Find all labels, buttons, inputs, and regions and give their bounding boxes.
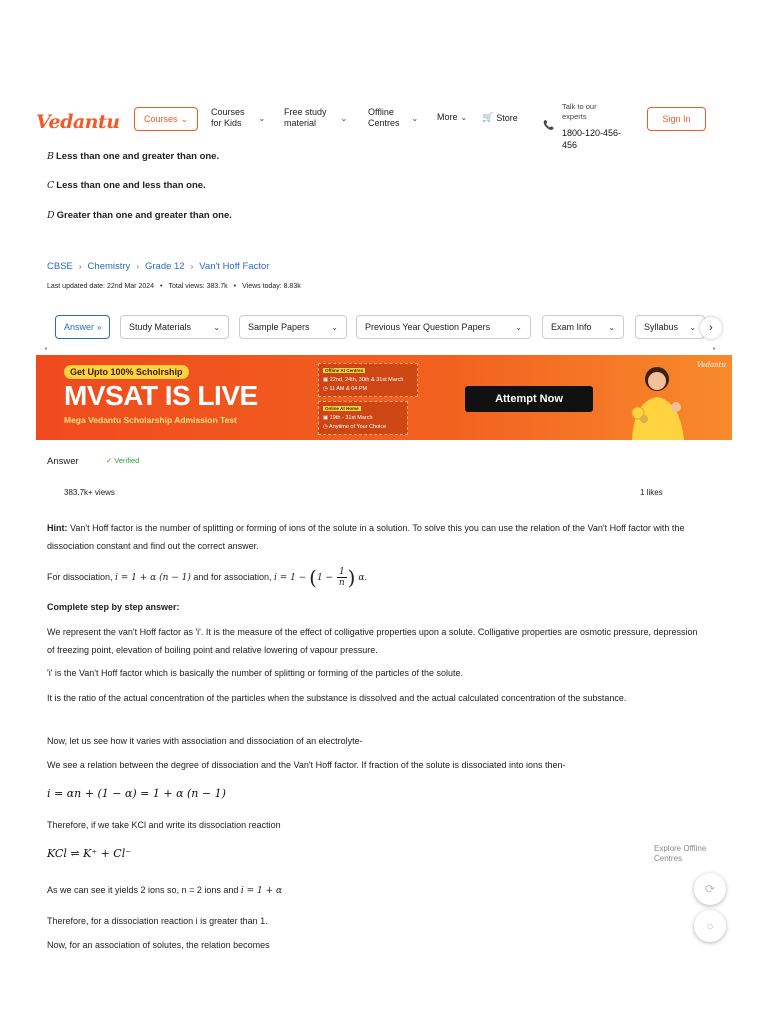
offline-schedule xyxy=(318,363,418,397)
option-c[interactable] xyxy=(47,180,206,191)
views-today: Views today: 8.83k xyxy=(242,283,301,290)
tab-previous-year-papers[interactable] xyxy=(356,315,531,339)
nav-more[interactable] xyxy=(437,112,467,123)
option-letter: B xyxy=(47,151,54,162)
banner-title: MVSAT IS LIVE xyxy=(64,380,258,411)
student-illustration xyxy=(624,361,690,440)
paragraph-1: We represent the van't Hoff factor as 'i'. It is the measure of the effect of colligative properties upon a solute. Colligative properties are osmotic pressure, depression of freezing point, elevation of boiling point and relative lowering of vapour pressure. xyxy=(47,627,698,655)
paragraph-3: It is the ratio of the actual concentration of the particles when the substance is dissolved and the actual calculated concentration of the substance. xyxy=(47,693,627,703)
page-meta xyxy=(47,283,301,290)
vedantu-logo[interactable]: Vedantu xyxy=(36,111,120,133)
tab-study-materials[interactable] xyxy=(120,315,229,339)
attempt-now-button[interactable]: Attempt Now xyxy=(465,386,593,412)
option-d[interactable] xyxy=(47,210,232,221)
chevron-down-icon: ⌄ xyxy=(608,322,615,332)
courses-button[interactable] xyxy=(134,107,198,131)
nav-offline-centres[interactable] xyxy=(368,107,418,129)
nav-label: Offline xyxy=(368,107,394,117)
verified-label: Verified xyxy=(114,456,140,465)
scroll-right-icon[interactable]: ▸ xyxy=(712,346,716,352)
chevron-down-icon: ⌄ xyxy=(180,113,189,124)
scroll-left-icon[interactable]: ◂ xyxy=(44,346,48,352)
tab-syllabus[interactable] xyxy=(635,315,705,339)
nav-courses-for-kids[interactable] xyxy=(211,107,265,129)
schedule-tag: Offline At Centres xyxy=(325,368,364,373)
paragraph-4: Now, let us see how it varies with association and dissociation of an electrolyte- xyxy=(47,736,363,746)
paragraph-2: 'i' is the Van't Hoff factor which is basically the number of splitting or forming of the particles of the solute. xyxy=(47,668,464,678)
nav-label: Free study xyxy=(284,107,327,117)
tab-label: Syllabus xyxy=(644,322,679,332)
breadcrumb-cbse[interactable]: CBSE xyxy=(47,261,73,272)
hint-text: Van't Hoff factor is the number of splitting or forming of ions of the solute in a solution. To solve this you can use the relation of the Van't Hoff factor with the dissociation constant and find out the correct answer. xyxy=(47,523,685,551)
association-formula: i = 1 − (1 − $\frac{1}{n}$ ) α. xyxy=(273,565,368,590)
nav-label: More xyxy=(437,112,458,122)
meta-dot: • xyxy=(233,283,237,290)
schedule-times: 11 AM & 04 PM xyxy=(329,386,368,392)
paragraph-8: Therefore, for a dissociation reaction i is greater than 1. xyxy=(47,916,268,926)
nav-label: Courses xyxy=(211,107,245,117)
breadcrumb-chemistry[interactable]: Chemistry xyxy=(87,261,131,272)
sign-in-button[interactable]: Sign In xyxy=(647,107,706,131)
paragraph-5: We see a relation between the degree of dissociation and the Van't Hoff factor. If fraction of the solute is dissociated into ions then- xyxy=(47,760,566,770)
chevron-down-icon: ⌄ xyxy=(340,113,348,123)
paragraph-9: Now, for an association of solutes, the relation becomes xyxy=(47,940,270,950)
online-schedule xyxy=(318,401,408,435)
chevron-right-icon: › xyxy=(136,262,139,271)
chevron-down-icon: ⌄ xyxy=(515,322,522,332)
schedule-tag: Online At Home xyxy=(325,406,359,411)
chevron-right-icon: › xyxy=(190,262,194,271)
clock-icon: ◷ xyxy=(323,386,330,392)
tab-label: Study Materials xyxy=(129,322,192,332)
chevron-right-icon: › xyxy=(78,262,82,271)
answer-heading: Answer xyxy=(47,456,79,467)
tab-label: Sample Papers xyxy=(248,322,310,332)
hint-label: Hint: xyxy=(47,523,68,533)
check-icon: ✓ xyxy=(106,456,113,465)
tab-label: Previous Year Question Papers xyxy=(365,322,491,332)
courses-label: Courses xyxy=(143,114,178,124)
chevron-down-icon: ⌄ xyxy=(460,113,468,122)
option-text: Greater than one and greater than one. xyxy=(56,210,232,221)
section-tabs xyxy=(55,315,725,341)
chevron-right-icon[interactable]: › xyxy=(700,317,722,339)
tab-label: Exam Info xyxy=(551,322,592,332)
option-text: Less than one and less than one. xyxy=(56,180,206,191)
store-label: Store xyxy=(496,112,518,123)
paragraph-7-text: As we can see it yields 2 ions so, n = 2 ions and xyxy=(47,885,241,895)
meta-dot: • xyxy=(160,283,163,290)
chevron-down-icon: ⌄ xyxy=(258,113,266,123)
nav-free-study-material[interactable] xyxy=(284,107,347,129)
tab-label: Answer xyxy=(64,322,95,332)
option-letter: D xyxy=(47,210,55,221)
chevron-down-icon: ⌄ xyxy=(213,322,220,332)
breadcrumb-grade[interactable]: Grade 12 xyxy=(144,261,185,272)
last-updated: Last updated date: 22nd Mar 2024 xyxy=(47,283,155,290)
calendar-icon: ▣ xyxy=(323,415,330,421)
schedule-dates: 19th - 31st March xyxy=(329,415,373,421)
breadcrumb xyxy=(47,261,269,272)
paragraph-7-math: i = 1 + α xyxy=(240,886,283,896)
calendar-icon: ▣ xyxy=(323,377,330,383)
formula-mid: and for association, xyxy=(190,572,274,582)
hint-paragraph xyxy=(47,519,707,555)
share-icon[interactable]: ⟳ xyxy=(694,873,726,905)
breadcrumb-topic[interactable]: Van't Hoff Factor xyxy=(199,261,270,272)
total-views: Total views: 383.7k xyxy=(168,283,228,290)
paragraph-7 xyxy=(47,881,707,900)
banner-brand: Vedantu xyxy=(696,361,726,369)
option-b[interactable] xyxy=(47,151,219,162)
phone-number[interactable]: 1800-120-456-456 xyxy=(562,128,622,150)
likes-count[interactable]: 1 likes xyxy=(640,488,663,497)
equation-2: KCl ⇌ K⁺ + Cl⁻ xyxy=(47,847,132,860)
chevron-down-icon: ⌄ xyxy=(689,322,696,332)
option-text: Less than one and greater than one. xyxy=(55,151,220,162)
cart-icon: 🛒 xyxy=(482,112,494,122)
clock-icon: ◷ xyxy=(323,424,330,430)
nav-label: for Kids xyxy=(211,118,242,128)
tabs-scrollbar[interactable] xyxy=(44,345,716,351)
option-letter: C xyxy=(47,180,55,191)
tab-answer[interactable] xyxy=(55,315,110,339)
schedule-times: Anytime of Your Choice xyxy=(329,424,387,430)
site-header xyxy=(0,100,768,152)
chat-icon[interactable]: ○ xyxy=(694,910,726,942)
talk-to-experts: Talk to our experts xyxy=(562,102,597,121)
views-count: 383.7k+ views xyxy=(64,488,115,497)
paragraph-6: Therefore, if we take KCl and write its dissociation reaction xyxy=(47,820,281,830)
chevron-down-icon: ⌄ xyxy=(411,113,419,123)
phone-icon: 📞 xyxy=(543,120,555,130)
banner-subtitle: Mega Vedantu Scholarship Admission Test xyxy=(64,415,237,425)
equation-1: i = αn + (1 − α) = 1 + α (n − 1) xyxy=(47,787,226,800)
schedule-dates: 22nd, 24th, 30th & 31st March xyxy=(329,377,404,383)
explore-offline-centres[interactable]: Explore Offline Centres xyxy=(654,844,707,863)
tab-exam-info[interactable] xyxy=(542,315,624,339)
nav-label: Centres xyxy=(368,118,400,128)
store-link[interactable] xyxy=(482,112,518,123)
mvsat-banner[interactable] xyxy=(36,355,732,440)
double-chevron-down-icon: » xyxy=(97,322,102,332)
scholarship-pill: Get Upto 100% Scholrship xyxy=(64,365,189,379)
step-title: Complete step by step answer: xyxy=(47,602,180,612)
dissociation-formula: i = 1 + α (n − 1) xyxy=(115,573,191,583)
nav-label: material xyxy=(284,118,317,128)
tab-sample-papers[interactable] xyxy=(239,315,347,339)
verified-badge xyxy=(106,456,139,465)
formula-paragraph xyxy=(47,562,707,593)
formula-prefix: For dissociation, xyxy=(47,572,116,582)
chevron-down-icon: ⌄ xyxy=(331,322,338,332)
